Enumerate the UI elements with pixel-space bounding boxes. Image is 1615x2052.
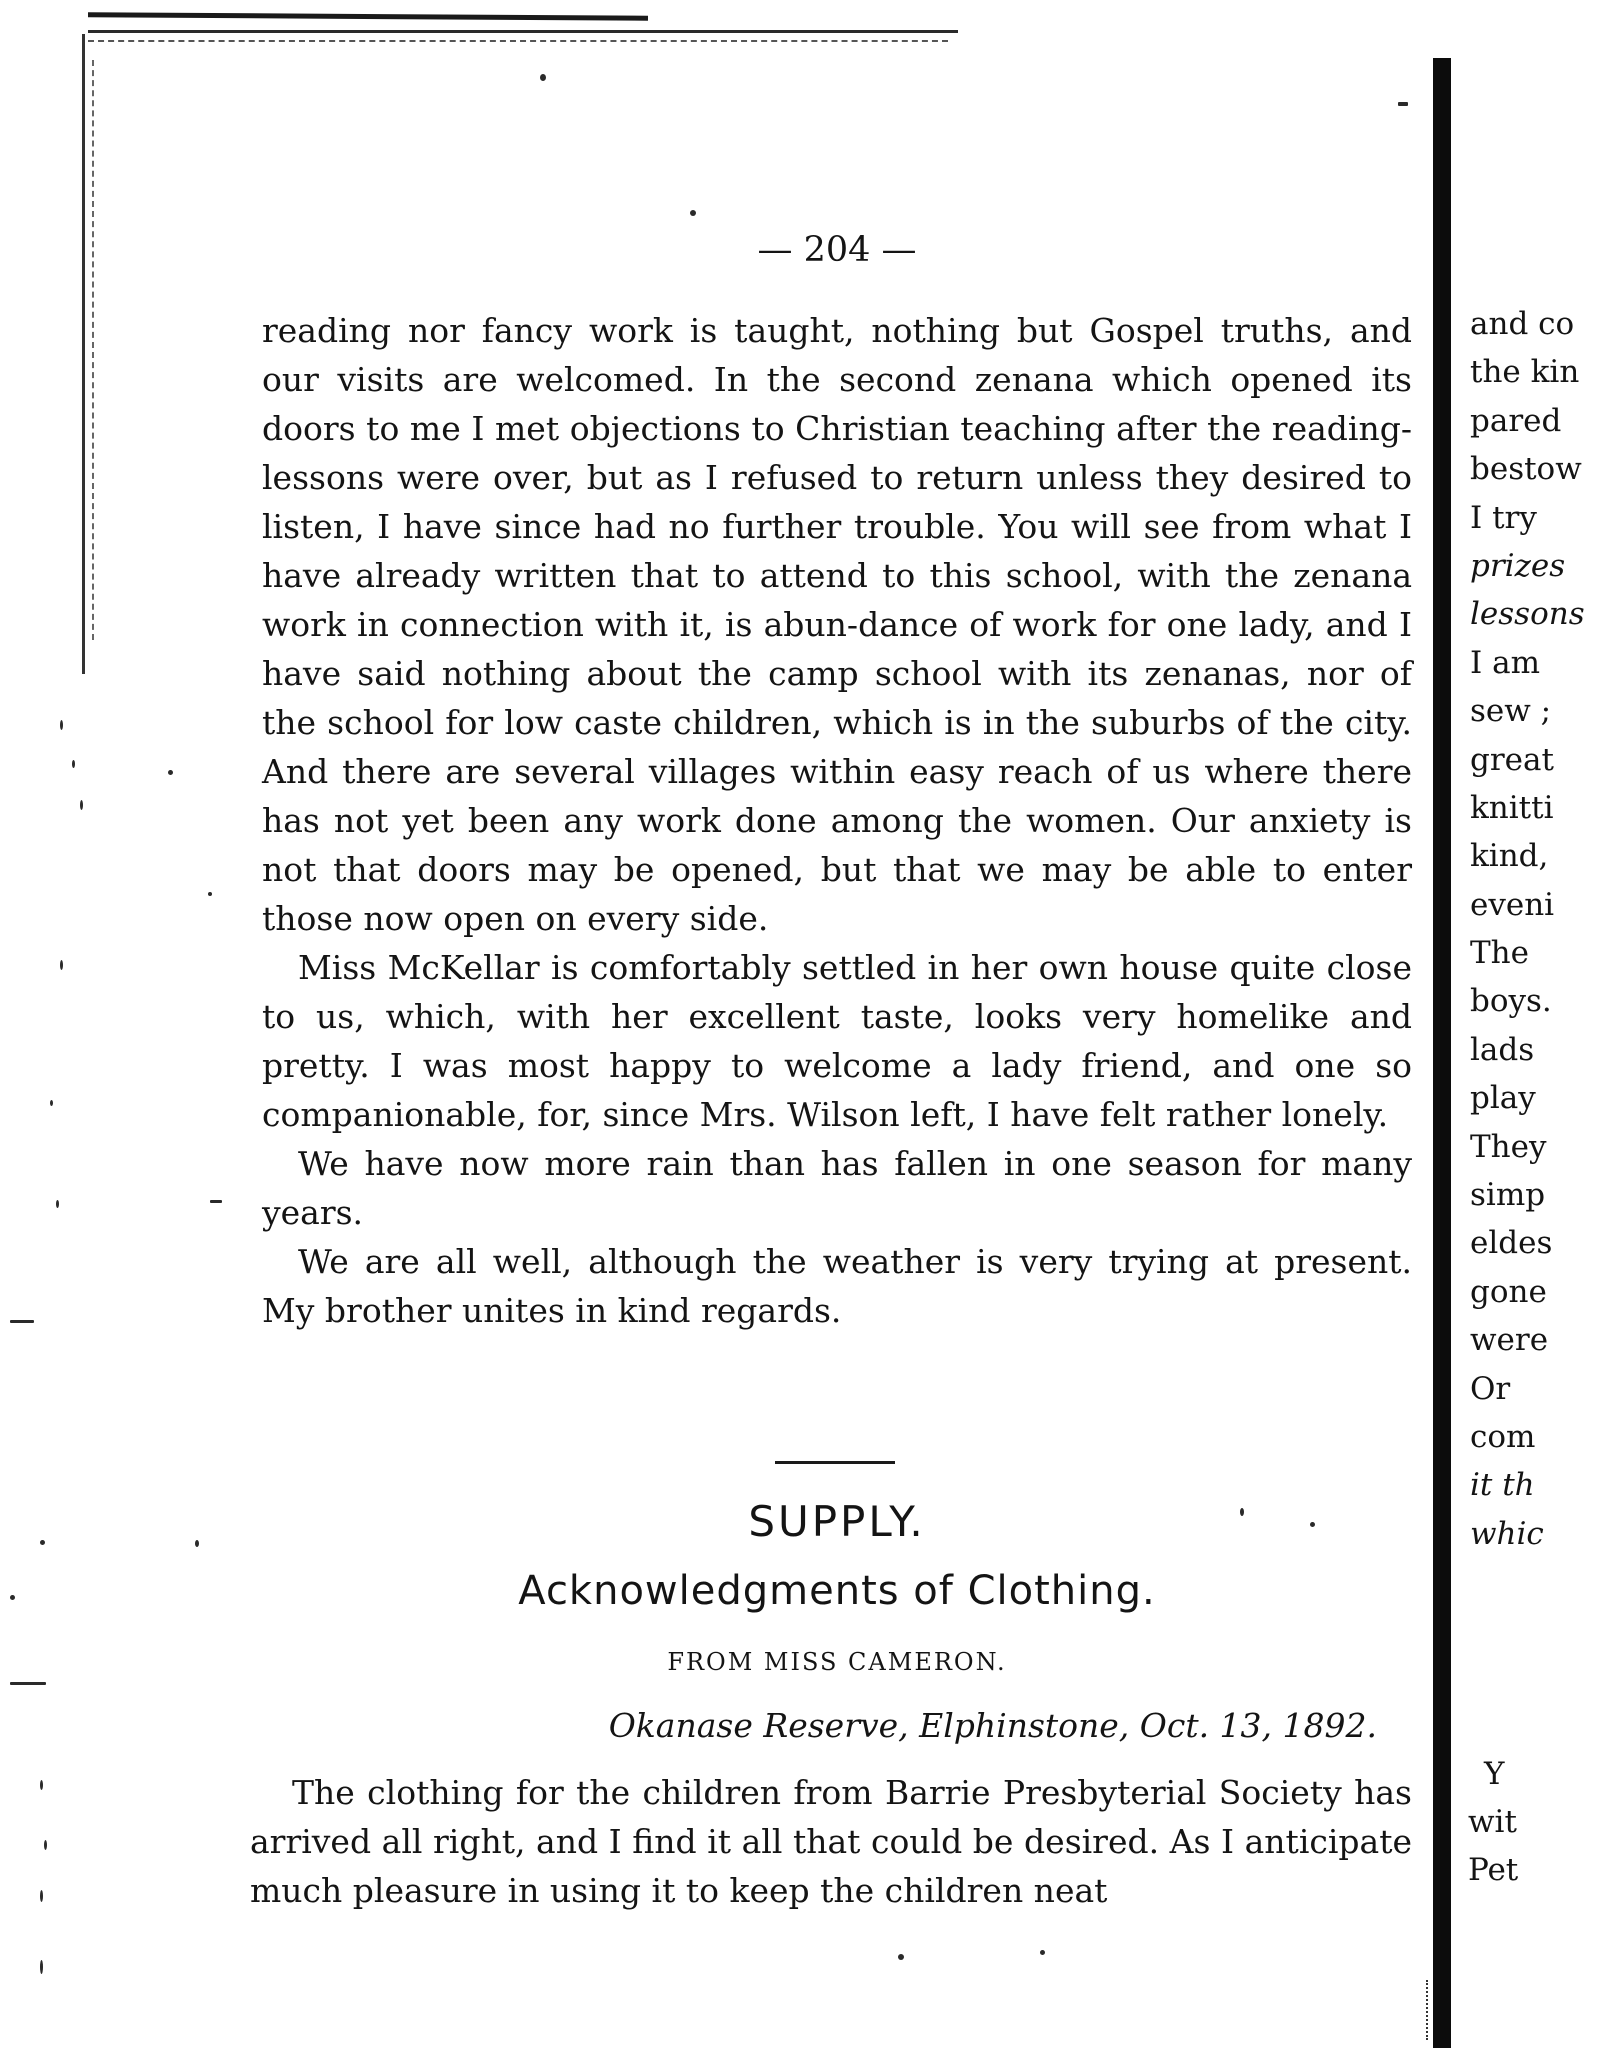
scan-speck [1040, 1950, 1045, 1955]
fragment-line: and co [1470, 306, 1575, 342]
fragment-line: play [1470, 1080, 1536, 1117]
fragment-line: com [1470, 1418, 1536, 1455]
text-line: unless they desired to listen, I have since had no further trouble. [262, 458, 1412, 546]
scan-speck [60, 720, 63, 730]
scan-speck [40, 1780, 43, 1790]
fragment-line: Y [1484, 1756, 1505, 1792]
fragment-line: The [1470, 935, 1529, 972]
scan-speck [72, 760, 75, 768]
text-line: Miss McKellar is comfortably settled in her own house quite [298, 948, 1316, 987]
text-line: The clothing for the children from Barrie Presbyterial Society [292, 1773, 1342, 1812]
scan-speck [208, 892, 212, 896]
scan-border-left [82, 34, 85, 674]
paragraph [262, 943, 1412, 1139]
fragment-line: gone [1470, 1273, 1547, 1310]
text-line: many years. [262, 1144, 1412, 1232]
dateline: Okanase Reserve, Elphinstone, Oct. 13, 1892. [608, 1706, 1377, 1745]
text-line: several villages within easy reach of us where there has not yet [262, 752, 1412, 840]
subsection-heading: Acknowledgments of Clothing. [518, 1568, 1156, 1614]
scan-speck [40, 1960, 43, 1974]
text-line: We have now more rain than has fallen in one season for [298, 1144, 1306, 1183]
text-line: one so companionable, for, since Mrs. Wilson left, I have felt [262, 1046, 1412, 1134]
fragment-line: I am [1470, 644, 1540, 681]
text-line: camp school with its zenanas, nor of the school for low caste [262, 654, 1412, 742]
scan-speck [690, 210, 696, 216]
scan-speck [44, 1840, 47, 1850]
paragraph [262, 1139, 1412, 1237]
fragment-line: great [1470, 741, 1554, 778]
text-line: been any work done among the women. Our anxiety is not that [262, 801, 1412, 889]
text-line: close to us, which, with her excellent taste, looks very homelike [262, 948, 1412, 1036]
fragment-line: lessons [1470, 596, 1585, 633]
fragment-line: pared [1470, 402, 1562, 439]
text-line: rather lonely. [1165, 1095, 1389, 1134]
scan-border-top [88, 12, 648, 20]
fragment-line: eldes [1470, 1225, 1553, 1262]
text-line: reading nor fancy work is taught, nothing but Gospel truths, [262, 311, 1334, 350]
scan-speck [80, 800, 83, 810]
text-line: after the reading-lessons were over, but as I refused to return [262, 409, 1412, 497]
scan-speck [10, 1682, 46, 1685]
facing-page-fragments [1470, 300, 1615, 1558]
book-spine-shadow [1433, 58, 1451, 2048]
fragment-line: were [1470, 1322, 1549, 1359]
fragment-line: Or [1470, 1370, 1511, 1407]
scan-speck [1398, 102, 1408, 106]
text-line: this school, with the zenana work in connection with it, is abun- [262, 556, 1412, 644]
scan-border-top-dashed [88, 40, 948, 42]
scan-speck [210, 1200, 222, 1203]
paragraph [250, 1768, 1412, 1915]
fragment-line: lads [1470, 1031, 1535, 1068]
page-number: — 204 — [757, 230, 917, 270]
fragment-line: boys. [1470, 983, 1552, 1020]
scan-speck [195, 1540, 199, 1547]
section-heading: SUPPLY. [748, 1497, 926, 1546]
text-line: and our visits are welcomed. In the second zenana which [262, 311, 1413, 399]
fragment-line: the kin [1470, 354, 1580, 391]
fragment-line: Pet [1468, 1852, 1519, 1888]
fragment-line: wit [1468, 1804, 1517, 1840]
paragraph [262, 1237, 1412, 1335]
scan-speck [10, 1320, 34, 1323]
facing-page-fragments-bottom [1468, 1750, 1615, 1894]
fragment-line: bestow [1470, 451, 1582, 488]
scan-speck [10, 1595, 15, 1600]
scan-speck [56, 1200, 59, 1208]
scan-speck [168, 770, 173, 775]
text-line: My brother unites in kind regards. [262, 1291, 842, 1330]
paragraph [262, 306, 1412, 943]
text-line: You will see from what I have already written that to attend to [262, 507, 1412, 595]
fragment-line: prizes [1470, 547, 1566, 584]
fragment-line: it th [1470, 1467, 1535, 1504]
text-line: has arrived all right, and I find it all that could be desired. As I [250, 1773, 1412, 1861]
fragment-line: I try [1470, 499, 1537, 536]
text-line: now open on every side. [363, 899, 769, 938]
scan-speck [50, 1100, 53, 1106]
letter-source: FROM MISS CAMERON. [667, 1648, 1007, 1676]
fragment-line: simp [1470, 1177, 1546, 1214]
text-line: doors may be opened, but that we may be able to enter those [262, 850, 1412, 938]
fragment-line: whic [1470, 1515, 1544, 1552]
spine-edge-dots [1426, 1980, 1428, 2040]
fragment-line: eveni [1470, 886, 1555, 923]
text-line: anticipate much pleasure in using it to keep the children neat [250, 1822, 1412, 1910]
letter-body [262, 306, 1412, 1335]
fragment-line: sew ; [1470, 693, 1552, 730]
text-line: and pretty. I was most happy to welcome a lady friend, and [262, 997, 1412, 1085]
scan-speck [40, 1540, 45, 1545]
scan-border-top-2 [88, 30, 958, 33]
fragment-line: They [1470, 1128, 1547, 1165]
scan-speck [40, 1890, 43, 1902]
text-line: We are all well, although the weather is very trying at present. [298, 1242, 1412, 1281]
scan-border-left-dashed [92, 60, 94, 640]
section-divider [775, 1461, 895, 1464]
scan-speck [60, 960, 63, 970]
text-line: dance of work for one lady, and I have said nothing about the [262, 605, 1412, 693]
fragment-line: knitti [1470, 789, 1554, 826]
fragment-line: kind, [1470, 838, 1549, 875]
text-line: children, which is in the suburbs of the city. And there are [262, 703, 1412, 791]
text-line: opened its doors to me I met objections to Christian teaching [262, 360, 1412, 448]
scan-speck [540, 74, 546, 81]
letter-excerpt [250, 1768, 1412, 1915]
scan-speck [898, 1954, 904, 1960]
